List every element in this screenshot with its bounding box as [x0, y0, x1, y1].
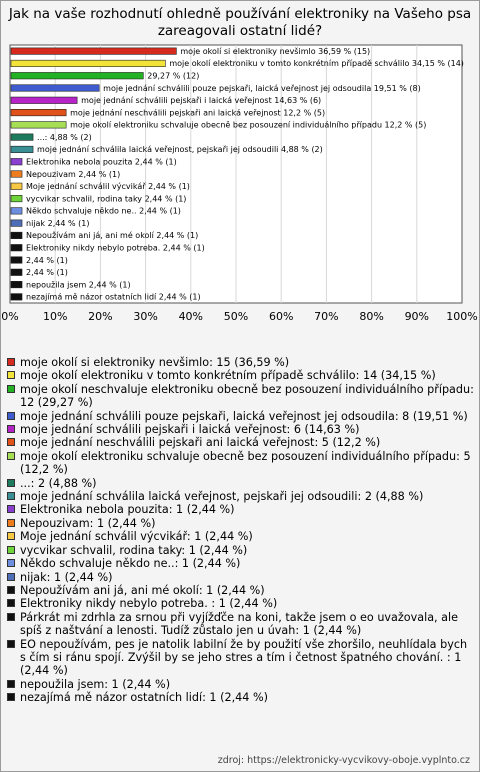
bar [11, 208, 22, 215]
legend-swatch [7, 680, 15, 688]
bar-chart [0, 0, 480, 352]
data-label: ...: 4,88 % (2) [37, 132, 92, 142]
legend-swatch [7, 599, 15, 607]
legend-swatch [7, 438, 15, 446]
x-tick-label: 10% [42, 310, 68, 323]
legend-item [6, 584, 476, 597]
legend-label: Moje jednání schválil výcvikář: 1 (2,44 %) [20, 530, 253, 544]
x-tick-label: 60% [268, 310, 294, 323]
legend-swatch [7, 640, 15, 648]
legend-item [6, 410, 476, 423]
data-label: 2,44 % (1) [26, 268, 68, 278]
legend-label: moje okolí neschvaluje elektroniku obecně bez posouzení individuálního případu: 12 (29,27 %) [20, 382, 474, 410]
data-label: nepoužila jsem 2,44 % (1) [26, 280, 131, 290]
x-tick-label: 20% [88, 310, 113, 323]
data-label: nijak 2,44 % (1) [26, 218, 90, 228]
legend-item [6, 517, 476, 530]
legend-item [6, 678, 476, 691]
legend-swatch [7, 385, 15, 393]
bar [11, 134, 33, 141]
bar [11, 85, 99, 92]
bar [11, 171, 22, 178]
bar [11, 158, 22, 165]
legend-item [6, 530, 476, 543]
bar [11, 48, 176, 55]
legend-label: Párkrát mi zdrhla za srnou při vyjížďče na koni, takže jsem o eo uvažovala, ale spíš z naštvání a lenosti. Tudíž zůstalo jen u úvah: 1 (2,44 %) [20, 610, 459, 638]
x-tick-label: 70% [314, 310, 339, 323]
bar [11, 97, 77, 104]
bar [11, 122, 66, 129]
bar [11, 60, 165, 67]
data-label: Nepoužívám ani já, ani mé okolí 2,44 % (1) [26, 231, 199, 241]
x-tick-label: 100% [446, 310, 478, 323]
legend-item [6, 638, 476, 678]
data-label: moje okolí elektroniku v tomto konkrétním případě schválilo 34,15 % (14) [169, 59, 464, 69]
legend-item [6, 611, 476, 638]
legend-label: moje jednání schválili pejskaři i laická veřejnost: 6 (14,63 %) [20, 423, 360, 437]
legend-label: moje okolí elektroniku v tomto konkrétním případě schválilo: 14 (34,15 %) [20, 369, 436, 383]
bar [11, 195, 22, 202]
legend-item [6, 490, 476, 503]
bar [11, 109, 66, 116]
legend-swatch [7, 479, 15, 487]
legend-label: Nepoužívám ani já, ani mé okolí: 1 (2,44 %) [20, 583, 265, 597]
data-label: Elektronika nebola pouzita 2,44 % (1) [26, 157, 177, 167]
legend-item [6, 423, 476, 436]
legend-label: moje okolí elektroniku schvaluje obecně bez posouzení individuálního případu: 5 (12,2 %) [20, 449, 471, 477]
legend-label: nepoužila jsem: 1 (2,44 %) [20, 677, 171, 691]
legend-item [6, 691, 476, 704]
legend-label: Někdo schvaluje někdo ne..: 1 (2,44 %) [20, 557, 241, 571]
x-tick-label: 90% [404, 310, 430, 323]
legend-item [6, 544, 476, 557]
legend-swatch [7, 573, 15, 581]
legend-label: nijak: 1 (2,44 %) [20, 570, 113, 584]
source-note: zdroj: https://elektronicky-vycvikovy-oboje.vyplnto.cz [217, 755, 470, 766]
legend-label: nezajímá mě názor ostatních lidí: 1 (2,44 %) [20, 691, 268, 705]
legend-swatch [7, 519, 15, 527]
bar [11, 257, 22, 264]
bar [11, 232, 22, 239]
bar [11, 220, 22, 227]
data-label: Někdo schvaluje někdo ne.. 2,44 % (1) [26, 206, 181, 216]
data-label: moje okolí si elektroniky nevšimlo 36,59 % (15) [180, 46, 371, 56]
data-label: Elektroniky nikdy nebylo potreba. 2,44 % (1) [26, 243, 205, 253]
x-tick-label: 30% [133, 310, 158, 323]
bar [11, 183, 22, 190]
data-label: moje jednání neschválili pejskaři ani laická veřejnost 12,2 % (5) [70, 108, 326, 118]
legend-swatch [7, 371, 15, 379]
legend-swatch [7, 693, 15, 701]
legend-item [6, 356, 476, 369]
legend [6, 356, 476, 705]
x-tick-label: 50% [223, 310, 249, 323]
legend-label: moje jednání schválila laická veřejnost, pejskaři jej odsoudili: 2 (4,88 %) [20, 490, 424, 504]
legend-label: Elektronika nebola pouzita: 1 (2,44 %) [20, 503, 235, 517]
legend-item [6, 369, 476, 382]
data-label: Nepouzivam 2,44 % (1) [26, 169, 121, 179]
legend-swatch [7, 505, 15, 513]
data-label: nezajímá mě názor ostatních lidí 2,44 % (1) [26, 292, 201, 302]
data-label: moje jednání schválili pouze pejskaři, laická veřejnost jej odsoudila 19,51 % (8) [103, 83, 421, 93]
legend-item [6, 557, 476, 570]
legend-item [6, 503, 476, 516]
legend-item [6, 477, 476, 490]
legend-item [6, 383, 476, 410]
x-tick-label: 80% [359, 310, 384, 323]
legend-swatch [7, 452, 15, 460]
x-tick-label: 40% [178, 310, 204, 323]
bar [11, 146, 33, 153]
legend-swatch [7, 559, 15, 567]
legend-label: moje okolí si elektroniky nevšimlo: 15 (36,59 %) [20, 356, 290, 369]
data-label: vycvikar schvalil, rodina taky 2,44 % (1) [26, 194, 187, 204]
legend-item [6, 597, 476, 610]
legend-label: ...: 2 (4,88 %) [20, 476, 97, 490]
bar [11, 72, 143, 79]
legend-label: moje jednání schválili pouze pejskaři, laická veřejnost jej odsoudila: 8 (19,51 %) [20, 409, 468, 423]
bar [11, 244, 22, 251]
legend-swatch [7, 546, 15, 554]
legend-label: Elektroniky nikdy nebylo potreba. : 1 (2,44 %) [20, 597, 278, 611]
legend-swatch [7, 492, 15, 500]
legend-label: EO nepoužívám, pes je natolik labilní že by použití vše zhoršilo, neuhlídala bych s čím si ránu spojí. Zvýšil by se jeho stres a tím i četnost špatného chování. : 1 (2,44 %) [20, 637, 468, 678]
data-label: 2,44 % (1) [26, 255, 68, 265]
data-label: 29,27 % (12) [147, 71, 200, 81]
legend-swatch [7, 586, 15, 594]
legend-swatch [7, 412, 15, 420]
data-label: Moje jednání schválil výcvikář 2,44 % (1) [26, 182, 190, 192]
data-label: moje okolí elektroniku schvaluje obecně bez posouzení individuálního případu 12,2 % (5) [70, 120, 427, 130]
x-tick-label: 0% [1, 310, 19, 323]
legend-swatch [7, 358, 15, 366]
legend-swatch [7, 532, 15, 540]
bar [11, 269, 22, 276]
bar [11, 294, 22, 301]
legend-label: moje jednání neschválili pejskaři ani laická veřejnost: 5 (12,2 %) [20, 436, 381, 450]
legend-item [6, 571, 476, 584]
data-label: moje jednání schválili pejskaři i laická veřejnost 14,63 % (6) [81, 96, 322, 106]
legend-label: Nepouzivam: 1 (2,44 %) [20, 516, 156, 530]
legend-swatch [7, 425, 15, 433]
legend-item [6, 450, 476, 477]
chart-title: Jak na vaše rozhodnutí ohledně používání elektroniky na Vašeho psa zareagovali ostatní lidé? [8, 6, 472, 39]
legend-label: vycvikar schvalil, rodina taky: 1 (2,44 %) [20, 543, 248, 557]
data-label: moje jednání schválila laická veřejnost, pejskaři jej odsoudili 4,88 % (2) [37, 145, 323, 155]
legend-swatch [7, 613, 15, 621]
legend-item [6, 436, 476, 449]
bar [11, 281, 22, 288]
